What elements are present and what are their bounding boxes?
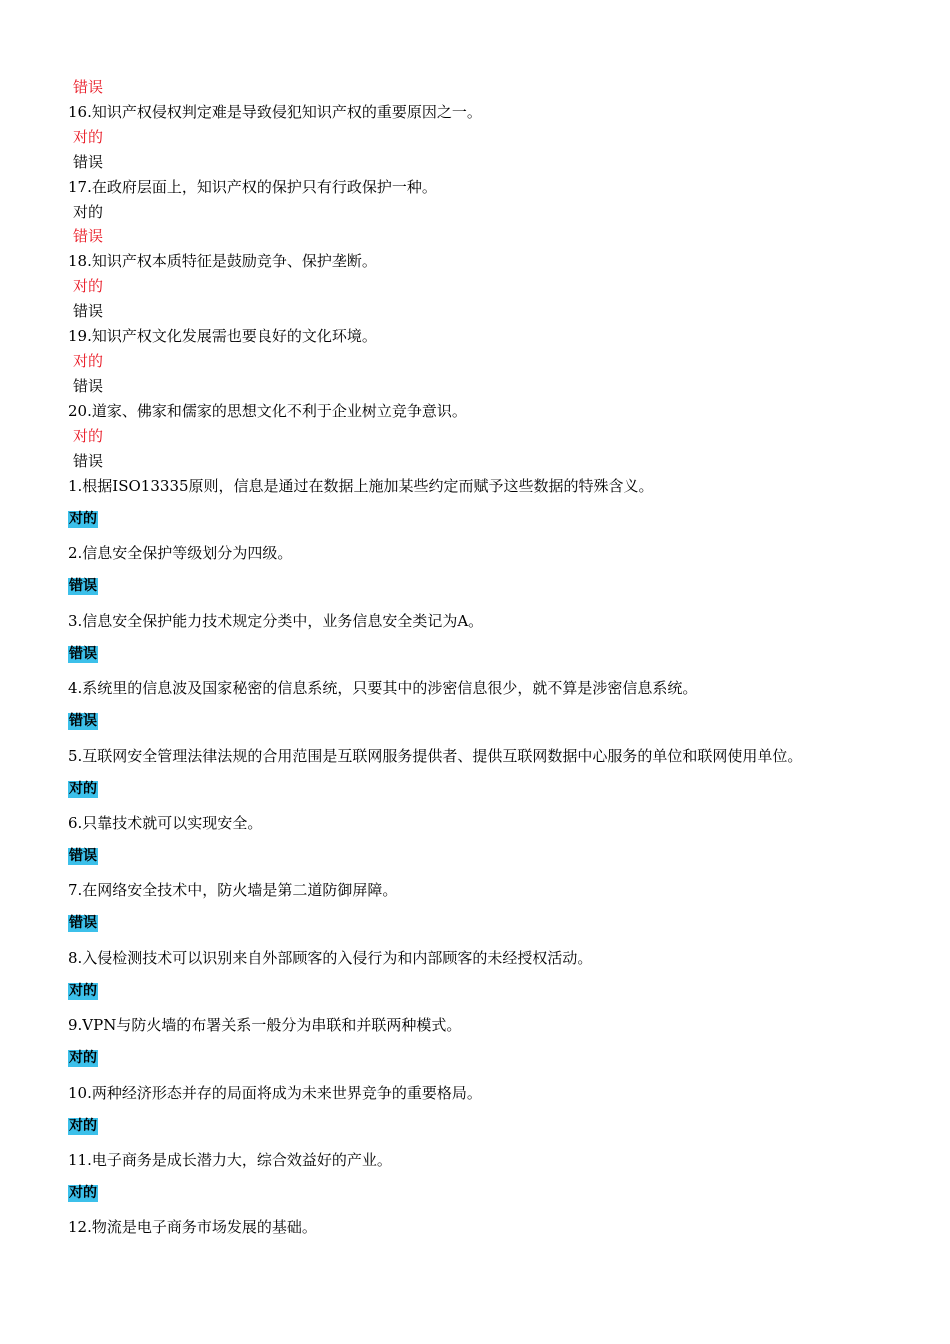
- answer-highlight: 对的: [69, 1185, 97, 1201]
- answer-option: 对的: [73, 277, 104, 296]
- question-text: 10.两种经济形态并存的局面将成为未来世界竞争的重要格局。: [68, 1083, 482, 1102]
- answer-option: 错误: [73, 227, 104, 246]
- question-text: 7.在网络安全技术中，防火墙是第二道防御屏障。: [68, 881, 398, 900]
- answer-highlight: 对的: [69, 1117, 97, 1134]
- question-text: 1.根据ISO13335原则，信息是通过在数据上施加某些约定而赋予这些数据的特殊含义。: [68, 477, 654, 495]
- question-text: 4.系统里的信息波及国家秘密的信息系统，只要其中的涉密信息很少，就不算是涉密信息系统。: [68, 679, 698, 698]
- question-text: 19.知识产权文化发展需也要良好的文化环境。: [68, 327, 377, 345]
- question-text: 18.知识产权本质特征是鼓励竞争、保护垄断。: [68, 252, 377, 271]
- question-text: 6.只靠技术就可以实现安全。: [68, 814, 263, 832]
- question-text: 16.知识产权侵权判定难是导致侵犯知识产权的重要原因之一。: [68, 102, 482, 121]
- answer-highlight: 错误: [69, 848, 97, 864]
- answer-option: 错误: [73, 302, 104, 321]
- answer-highlight: 错误: [69, 915, 97, 932]
- answer-highlight: 错误: [69, 713, 97, 730]
- answer-option: 错误: [73, 78, 104, 96]
- answer-option: 对的: [73, 351, 104, 370]
- answer-option: 对的: [73, 202, 104, 221]
- question-text: 12.物流是电子商务市场发展的基础。: [68, 1218, 317, 1237]
- answer-option: 对的: [73, 127, 104, 146]
- answer-highlight: 对的: [69, 780, 97, 797]
- answer-highlight: 错误: [69, 578, 97, 595]
- question-text: 20.道家、佛家和儒家的思想文化不利于企业树立竞争意识。: [68, 401, 467, 420]
- answer-option: 对的: [73, 426, 104, 445]
- answer-highlight: 对的: [69, 982, 97, 999]
- question-text: 5.互联网安全管理法律法规的合用范围是互联网服务提供者、提供互联网数据中心服务的单位和联网使用单位。: [68, 746, 803, 765]
- question-text: 11.电子商务是成长潜力大，综合效益好的产业。: [68, 1151, 392, 1169]
- question-text: 2.信息安全保护等级划分为四级。: [68, 544, 293, 563]
- answer-highlight: 对的: [69, 511, 97, 527]
- question-text: 9.VPN与防火墙的布署关系一般分为串联和并联两种模式。: [68, 1016, 462, 1035]
- answer-highlight: 对的: [69, 1050, 97, 1067]
- answer-option: 错误: [73, 376, 104, 395]
- question-text: 17.在政府层面上，知识产权的保护只有行政保护一种。: [68, 177, 437, 196]
- answer-option: 错误: [73, 152, 104, 171]
- answer-option: 错误: [73, 451, 104, 470]
- question-text: 3.信息安全保护能力技术规定分类中，业务信息安全类记为A。: [68, 611, 484, 630]
- question-text: 8.入侵检测技术可以识别来自外部顾客的入侵行为和内部顾客的未经授权活动。: [68, 948, 593, 967]
- answer-highlight: 错误: [69, 645, 97, 662]
